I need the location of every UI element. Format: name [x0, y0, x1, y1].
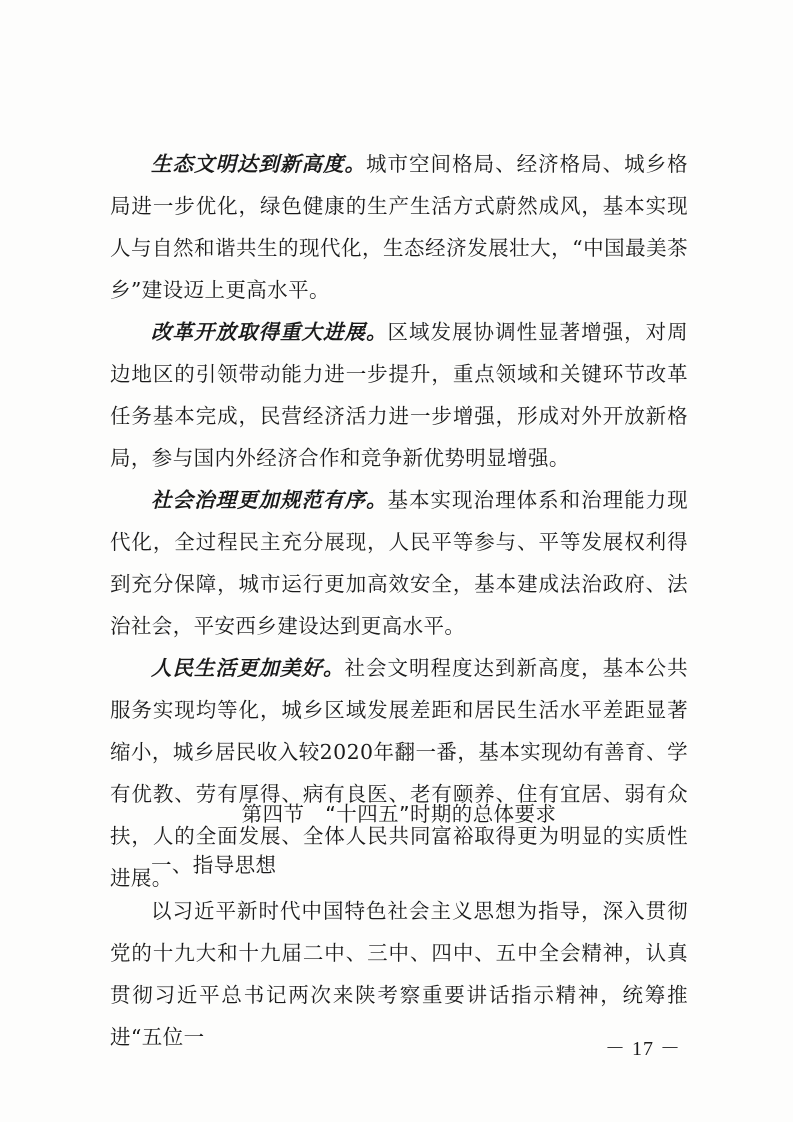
paragraph-lead: 人民生活更加美好。	[151, 656, 345, 680]
paragraph-lead: 生态文明达到新高度。	[151, 152, 367, 176]
paragraph-text: 城市空间格局、经济格局、城乡格局进一步优化，绿色健康的生产生活方式蔚然成风，基本实现人与自然和谐共生的现代化，生态经济发展壮大，“中国最美茶乡”建设迈上更高水平。	[110, 152, 689, 302]
paragraph-lead: 改革开放取得重大进展。	[151, 320, 388, 344]
paragraph-text: 基本实现治理体系和治理能力现代化，全过程民主充分展现，人民平等参与、平等发展权利得到充分保障，城市运行更加高效安全，基本建成法治政府、法治社会，平安西乡建设达到更高水平。	[110, 488, 688, 638]
paragraph-governance	[110, 479, 688, 647]
section-title: 第四节 “十四五”时期的总体要求	[241, 802, 557, 826]
paragraph-text: 社会文明程度达到新高度，基本公共服务实现均等化，城乡区域发展差距和居民生活水平差距显著缩小，城乡居民收入较2020年翻一番，基本实现幼有善育、学有优教、劳有厚得、病有良医、老有颐养、住有宜居、弱有众扶，人的全面发展、全体人民共同富裕取得更为明显的实质性进展。	[110, 656, 688, 890]
subheading: 一、指导思想	[151, 853, 277, 877]
paragraph-reform	[110, 311, 688, 479]
paragraph-guiding-ideology: 以习近平新时代中国特色社会主义思想为指导，深入贯彻党的十九大和十九届二中、三中、四中、五中全会精神，认真贯彻习近平总书记两次来陕考察重要讲话指示精神，统筹推进“五位一	[110, 899, 688, 1049]
paragraph-text: 区域发展协调性显著增强，对周边地区的引领带动能力进一步提升，重点领域和关键环节改革任务基本完成，民营经济活力进一步增强，形成对外开放新格局，参与国内外经济合作和竞争新优势明显增强。	[110, 320, 688, 470]
paragraph-lead: 社会治理更加规范有序。	[151, 488, 388, 512]
page-number: － 17 －	[605, 1038, 681, 1060]
paragraph-ecology	[110, 143, 688, 311]
